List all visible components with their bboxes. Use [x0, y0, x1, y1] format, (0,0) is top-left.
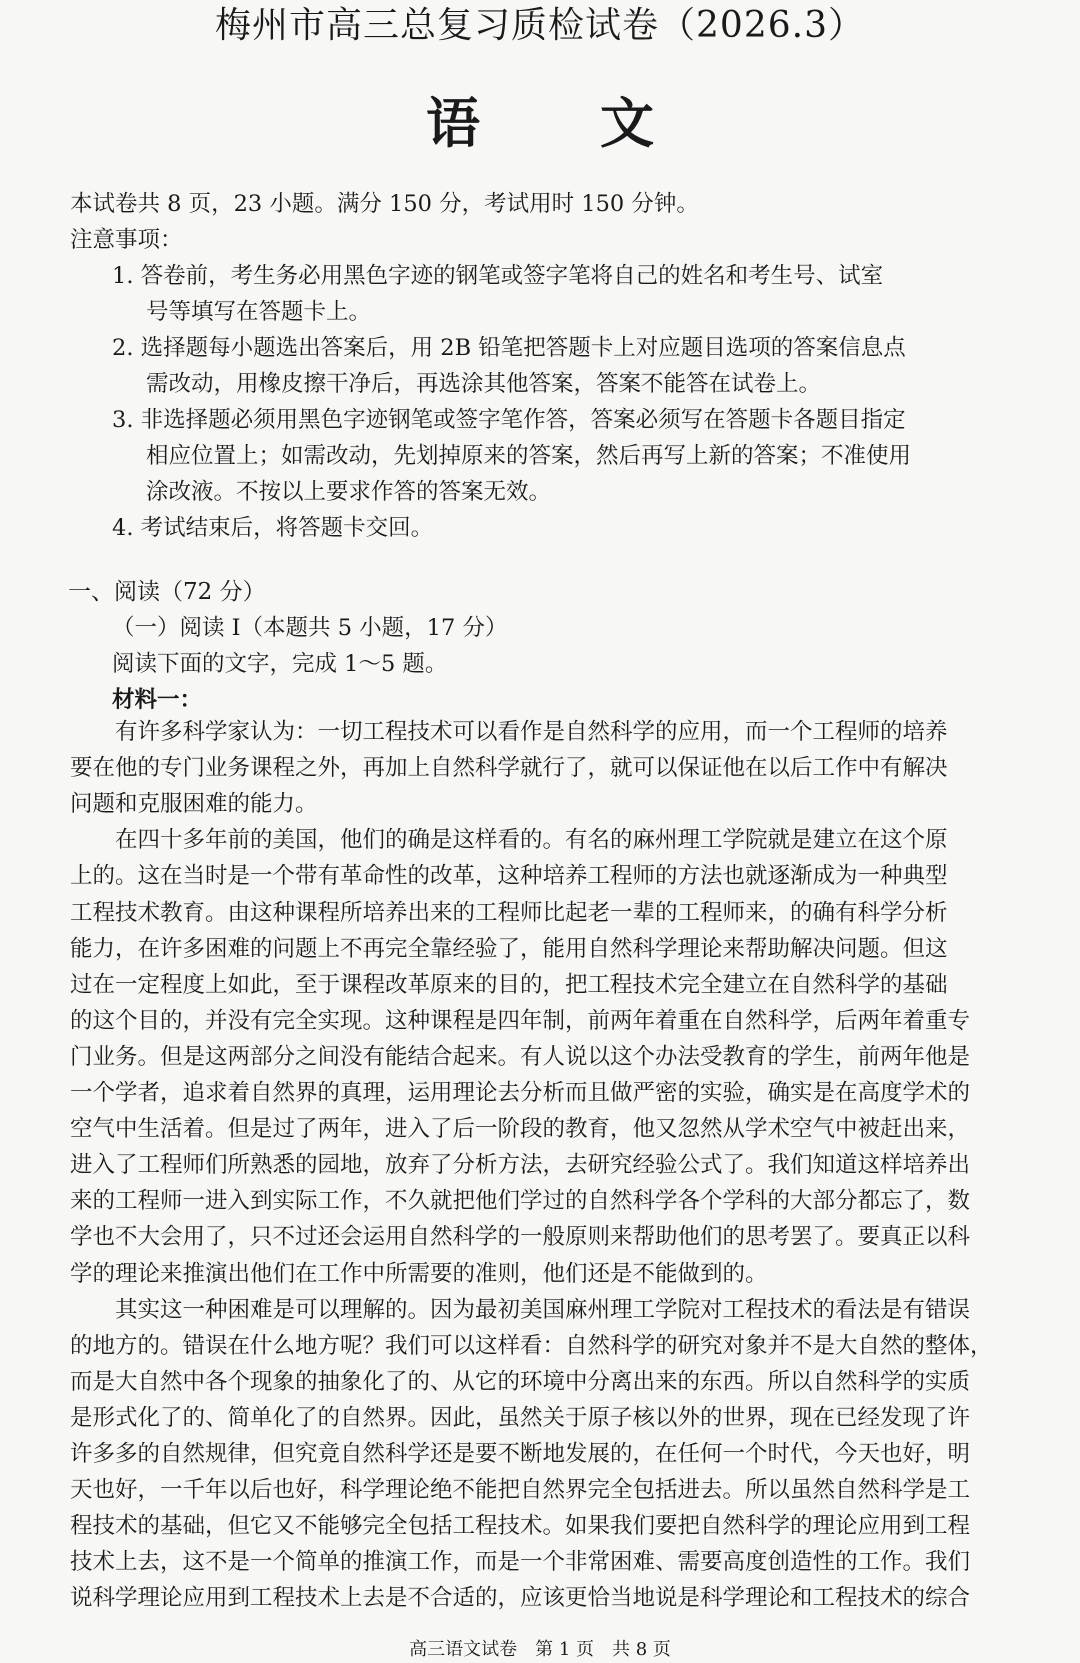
passage-line: 学也不大会用了，只不过还会运用自然科学的一般原则来帮助他们的思考罢了。要真正以科: [70, 1224, 971, 1251]
passage-line: 程技术的基础，但它又不能够完全包括工程技术。如果我们要把自然科学的理论应用到工程: [70, 1513, 971, 1540]
exam-title: 梅州市高三总复习质检试卷（2026.3）: [215, 5, 865, 46]
passage-line: 技术上去，这不是一个简单的推演工作，而是一个非常困难、需要高度创造性的工作。我们: [70, 1549, 971, 1576]
section-instruction: 阅读下面的文字，完成 1～5 题。: [112, 651, 448, 677]
page-footer: 高三语文试卷 第 1 页 共 8 页: [409, 1639, 671, 1660]
exam-intro: 本试卷共 8 页，23 小题。满分 150 分，考试用时 150 分钟。: [70, 191, 699, 217]
section-subtitle: （一）阅读 I（本题共 5 小题，17 分）: [112, 615, 508, 641]
passage-line: 一个学者，追求着自然界的真理，运用理论去分析而且做严密的实验，确实是在高度学术的: [70, 1080, 971, 1106]
notice-item-2-line-2: 需改动，用橡皮擦干净后，再选涂其他答案，答案不能答在试卷上。: [146, 371, 822, 397]
passage-line: 天也好，一千年以后也好，科学理论绝不能把自然界完全包括进去。所以虽然自然科学是工: [70, 1477, 971, 1504]
passage-line: 空气中生活着。但是过了两年，进入了后一阶段的教育，他又忽然从学术空气中被赶出来，: [70, 1116, 971, 1143]
passage-line: 是形式化了的、简单化了的自然界。因此，虽然关于原子核以外的世界，现在已经发现了许: [70, 1404, 971, 1431]
passage-line: 许多多的自然规律，但究竟自然科学还是要不断地发展的，在任何一个时代，今天也好，明: [70, 1441, 971, 1467]
passage-line: 上的。这在当时是一个带有革命性的改革，这种培养工程师的方法也就逐渐成为一种典型: [70, 863, 948, 890]
material-label: 材料一：: [112, 687, 203, 713]
passage-line: 工程技术教育。由这种课程所培养出来的工程师比起老一辈的工程师来，的确有科学分析: [70, 899, 948, 926]
passage-line: 的地方的。错误在什么地方呢？我们可以这样看：自然科学的研究对象并不是大自然的整体，: [70, 1332, 993, 1359]
notice-title: 注意事项：: [70, 227, 183, 253]
notice-item-2-line-1: 2. 选择题每小题选出答案后，用 2B 铅笔把答题卡上对应题目选项的答案信息点: [112, 335, 906, 361]
notice-item-3-line-3: 涂改液。不按以上要求作答的答案无效。: [146, 479, 552, 505]
passage-line: 在四十多年前的美国，他们的确是这样看的。有名的麻州理工学院就是建立在这个原: [70, 827, 948, 854]
subject-char: 文: [600, 91, 654, 155]
notice-item-4-line-1: 4. 考试结束后，将答题卡交回。: [112, 515, 434, 541]
passage-line: 而是大自然中各个现象的抽象化了的、从它的环境中分离出来的东西。所以自然科学的实质: [70, 1368, 971, 1395]
passage-line: 有许多科学家认为：一切工程技术可以看作是自然科学的应用，而一个工程师的培养: [70, 719, 948, 745]
notice-item-3-line-1: 3. 非选择题必须用黑色字迹钢笔或签字笔作答，答案必须写在答题卡各题目指定: [112, 407, 906, 433]
passage-line: 问题和克服困难的能力。: [70, 791, 318, 818]
passage-line: 其实这一种困难是可以理解的。因为最初美国麻州理工学院对工程技术的看法是有错误: [70, 1296, 971, 1323]
passage-line: 要在他的专门业务课程之外，再加上自然科学就行了，就可以保证他在以后工作中有解决: [70, 755, 948, 782]
passage-line: 来的工程师一进入到实际工作，不久就把他们学过的自然科学各个学科的大部分都忘了，数: [70, 1188, 971, 1215]
notice-item-1-line-2: 号等填写在答题卡上。: [146, 299, 372, 325]
section-title: 一、阅读（72 分）: [68, 579, 266, 605]
passage-line: 门业务。但是这两部分之间没有能结合起来。有人说以这个办法受教育的学生，前两年他是: [70, 1043, 971, 1070]
notice-item-3-line-2: 相应位置上；如需改动，先划掉原来的答案，然后再写上新的答案；不准使用: [146, 443, 912, 469]
subject-title: [0, 88, 1080, 158]
notice-item-1-line-1: 1. 答卷前，考生务必用黑色字迹的钢笔或签字笔将自己的姓名和考生号、试室: [112, 263, 884, 289]
passage-line: 过在一定程度上如此，至于课程改革原来的目的，把工程技术完全建立在自然科学的基础: [70, 971, 948, 998]
passage-line: 进入了工程师们所熟悉的园地，放弃了分析方法，去研究经验公式了。我们知道这样培养出: [70, 1152, 971, 1179]
passage-line: 学的理论来推演出他们在工作中所需要的准则，他们还是不能做到的。: [70, 1260, 768, 1287]
passage-line: 的这个目的，并没有完全实现。这种课程是四年制，前两年着重在自然科学，后两年着重专: [70, 1007, 971, 1034]
passage-line: 说科学理论应用到工程技术上去是不合适的，应该更恰当地说是科学理论和工程技术的综合: [70, 1585, 971, 1612]
passage-line: 能力，在许多困难的问题上不再完全靠经验了，能用自然科学理论来帮助解决问题。但这: [70, 935, 948, 962]
subject-char: 语: [426, 91, 480, 155]
